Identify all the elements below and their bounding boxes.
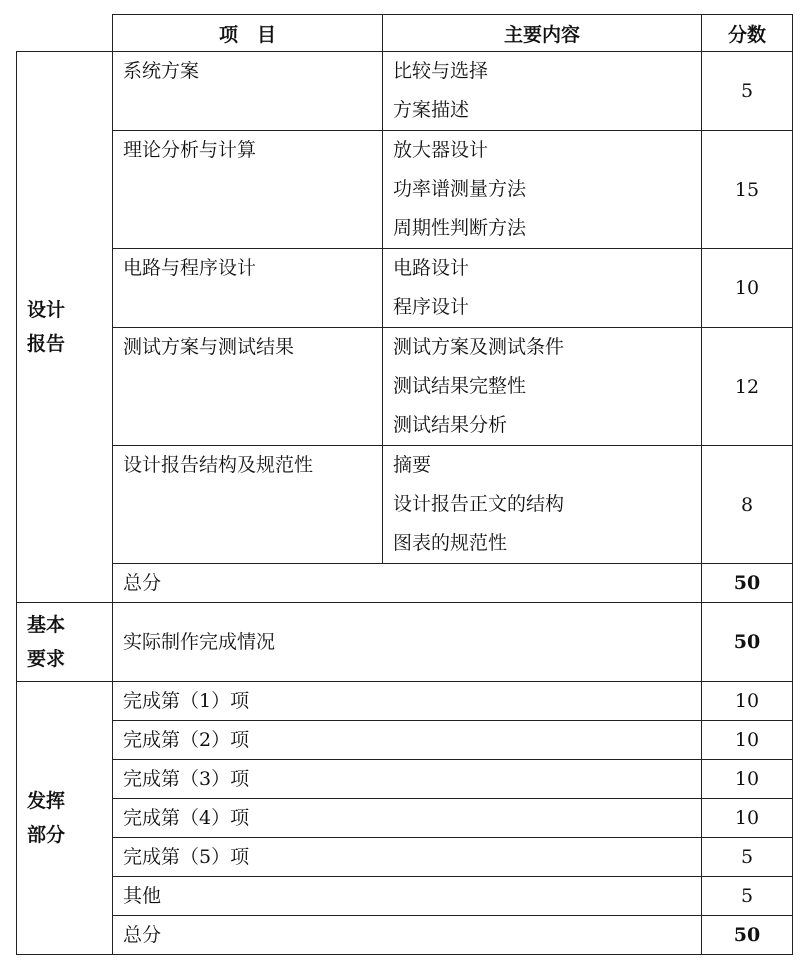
table-row <box>17 603 793 682</box>
content-line: 电路设计 <box>393 257 470 279</box>
content-line: 程序设计 <box>393 296 470 318</box>
content-line: 测试方案及测试条件 <box>393 336 565 358</box>
score-cell: 15 <box>702 131 793 249</box>
content-line: 摘要 <box>393 454 432 476</box>
content-line: 周期性判断方法 <box>393 217 527 239</box>
score-cell: 10 <box>702 249 793 328</box>
score-cell: 5 <box>702 52 793 131</box>
table-row <box>17 446 793 564</box>
score-cell: 10 <box>702 799 793 838</box>
content-line: 功率谱测量方法 <box>393 178 527 200</box>
section-label-line: 部分 <box>27 824 66 846</box>
score-cell: 10 <box>702 682 793 721</box>
total-row <box>17 564 793 603</box>
item-name: 完成第（2）项 <box>113 721 702 760</box>
score-cell: 8 <box>702 446 793 564</box>
section-label-line: 报告 <box>27 333 66 355</box>
table-row <box>17 760 793 799</box>
section-label-line: 基本 <box>27 614 66 636</box>
score-cell: 5 <box>702 877 793 916</box>
item-name: 完成第（4）项 <box>113 799 702 838</box>
item-name: 其他 <box>113 877 702 916</box>
item-name: 完成第（1）项 <box>113 682 702 721</box>
item-name: 完成第（5）项 <box>113 838 702 877</box>
content-line: 放大器设计 <box>393 139 489 161</box>
content-line: 方案描述 <box>393 99 470 121</box>
section-label-design-report <box>17 52 113 603</box>
content-cell <box>383 52 702 131</box>
content-cell <box>383 446 702 564</box>
content-line: 设计报告正文的结构 <box>393 493 565 515</box>
table-row <box>17 838 793 877</box>
score-cell: 10 <box>702 721 793 760</box>
content-line: 比较与选择 <box>393 60 489 82</box>
item-name: 电路与程序设计 <box>123 257 257 279</box>
content-line: 图表的规范性 <box>393 532 508 554</box>
content-cell <box>383 131 702 249</box>
table-row <box>17 328 793 446</box>
table-row <box>17 721 793 760</box>
item-name: 系统方案 <box>123 60 200 82</box>
item-cell <box>113 52 383 131</box>
score-cell: 10 <box>702 760 793 799</box>
table-row <box>17 52 793 131</box>
item-cell <box>113 328 383 446</box>
total-row <box>17 916 793 955</box>
header-item: 项 目 <box>113 15 383 52</box>
item-name: 完成第（3）项 <box>113 760 702 799</box>
content-cell <box>383 328 702 446</box>
item-name: 测试方案与测试结果 <box>123 336 295 358</box>
header-score: 分数 <box>702 15 793 52</box>
item-name: 理论分析与计算 <box>123 139 257 161</box>
item-cell <box>113 131 383 249</box>
section-label-line: 发挥 <box>27 790 66 812</box>
section-label-line: 要求 <box>27 648 66 670</box>
total-score: 50 <box>702 916 793 955</box>
item-name: 实际制作完成情况 <box>113 603 702 682</box>
score-cell: 5 <box>702 838 793 877</box>
header-content: 主要内容 <box>383 15 702 52</box>
table-row <box>17 249 793 328</box>
section-label-advanced <box>17 682 113 955</box>
section-label-basic <box>17 603 113 682</box>
header-row <box>17 15 793 52</box>
score-table <box>16 14 793 955</box>
content-line: 测试结果分析 <box>393 414 508 436</box>
table-row <box>17 799 793 838</box>
total-label: 总分 <box>113 564 702 603</box>
header-corner <box>17 15 113 52</box>
item-cell <box>113 446 383 564</box>
total-score: 50 <box>702 564 793 603</box>
total-label: 总分 <box>113 916 702 955</box>
table-row <box>17 131 793 249</box>
table-row <box>17 877 793 916</box>
item-name: 设计报告结构及规范性 <box>123 454 314 476</box>
table-row <box>17 682 793 721</box>
item-cell <box>113 249 383 328</box>
score-cell: 12 <box>702 328 793 446</box>
score-cell: 50 <box>702 603 793 682</box>
content-line: 测试结果完整性 <box>393 375 527 397</box>
content-cell <box>383 249 702 328</box>
section-label-line: 设计 <box>27 299 66 321</box>
